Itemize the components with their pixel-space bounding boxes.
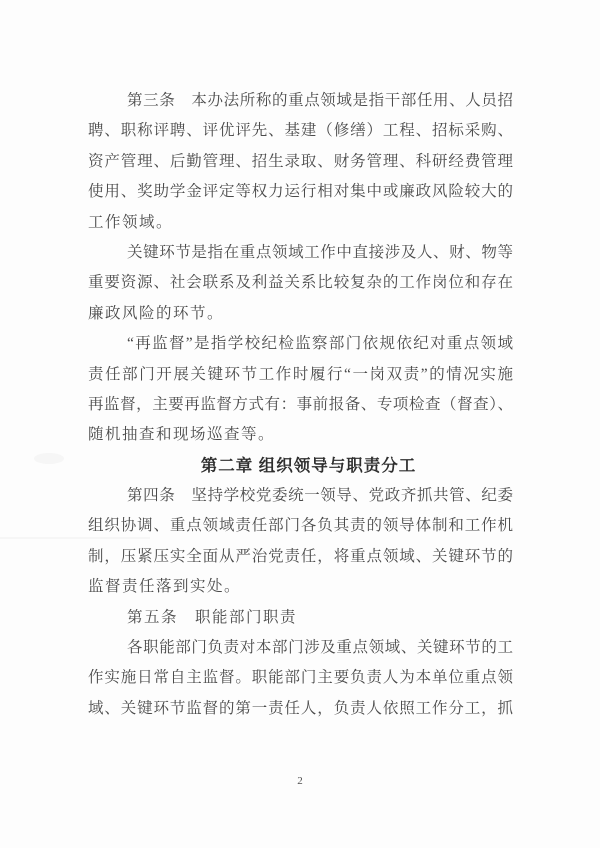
text-line: 工作领域。	[88, 213, 174, 231]
text-line: 第三条 本办法所称的重点领域是指干部任用、人员招	[127, 92, 513, 109]
text-line: 第四条 坚持学校党委统一领导、党政齐抓共管、纪委	[127, 487, 513, 505]
text-line: 廉政风险的环节。	[88, 304, 225, 322]
text-line: 资产管理、后勤管理、招生录取、财务管理、科研经费管理	[88, 152, 513, 170]
text-line: 组织协调、重点领域责任部门各负其责的领导体制和工作机	[88, 517, 513, 535]
text-line: “再监督”是指学校纪检监察部门依规依纪对重点领域	[127, 335, 513, 353]
chapter-heading-text: 第二章 组织领导与职责分工	[200, 456, 417, 475]
text-line: 随机抽查和现场巡查等。	[88, 426, 276, 444]
text-line: 关键环节是指在重点领域工作中直接涉及人、财、物等	[127, 243, 513, 261]
body-paragraph	[88, 603, 513, 633]
scan-artifact	[34, 453, 64, 464]
body-paragraph	[88, 238, 513, 329]
body-paragraph	[88, 329, 513, 451]
text-line: 再监督，主要再监督方式有：事前报备、专项检查（督查）、	[88, 395, 513, 413]
body-paragraph	[88, 86, 513, 238]
text-line: 域、关键环节监督的第一责任人，负责人依照工作分工，抓	[88, 699, 513, 717]
body-paragraph	[88, 481, 513, 603]
text-line: 重要资源、社会联系及利益关系比较复杂的工作岗位和存在	[88, 274, 513, 292]
text-line: 作实施日常自主监督。职能部门主要负责人为本单位重点领	[88, 669, 513, 687]
text-line: 使用、奖助学金评定等权力运行相对集中或廉政风险较大的	[88, 183, 513, 201]
body-paragraph	[88, 633, 513, 724]
page-number: 2	[297, 775, 303, 787]
text-line: 第五条 职能部门职责	[127, 608, 298, 626]
text-line: 监督责任落到实处。	[88, 578, 242, 596]
document-body	[88, 86, 513, 724]
text-line: 聘、职称评聘、评优评先、基建（修缮）工程、招标采购、	[88, 122, 513, 140]
chapter-heading	[88, 451, 513, 481]
text-line: 各职能部门负责对本部门涉及重点领域、关键环节的工	[127, 639, 513, 657]
text-line: 责任部门开展关键环节工作时履行“一岗双责”的情况实施	[88, 365, 513, 383]
text-line: 制，压紧压实全面从严治党责任，将重点领域、关键环节的	[88, 547, 513, 565]
